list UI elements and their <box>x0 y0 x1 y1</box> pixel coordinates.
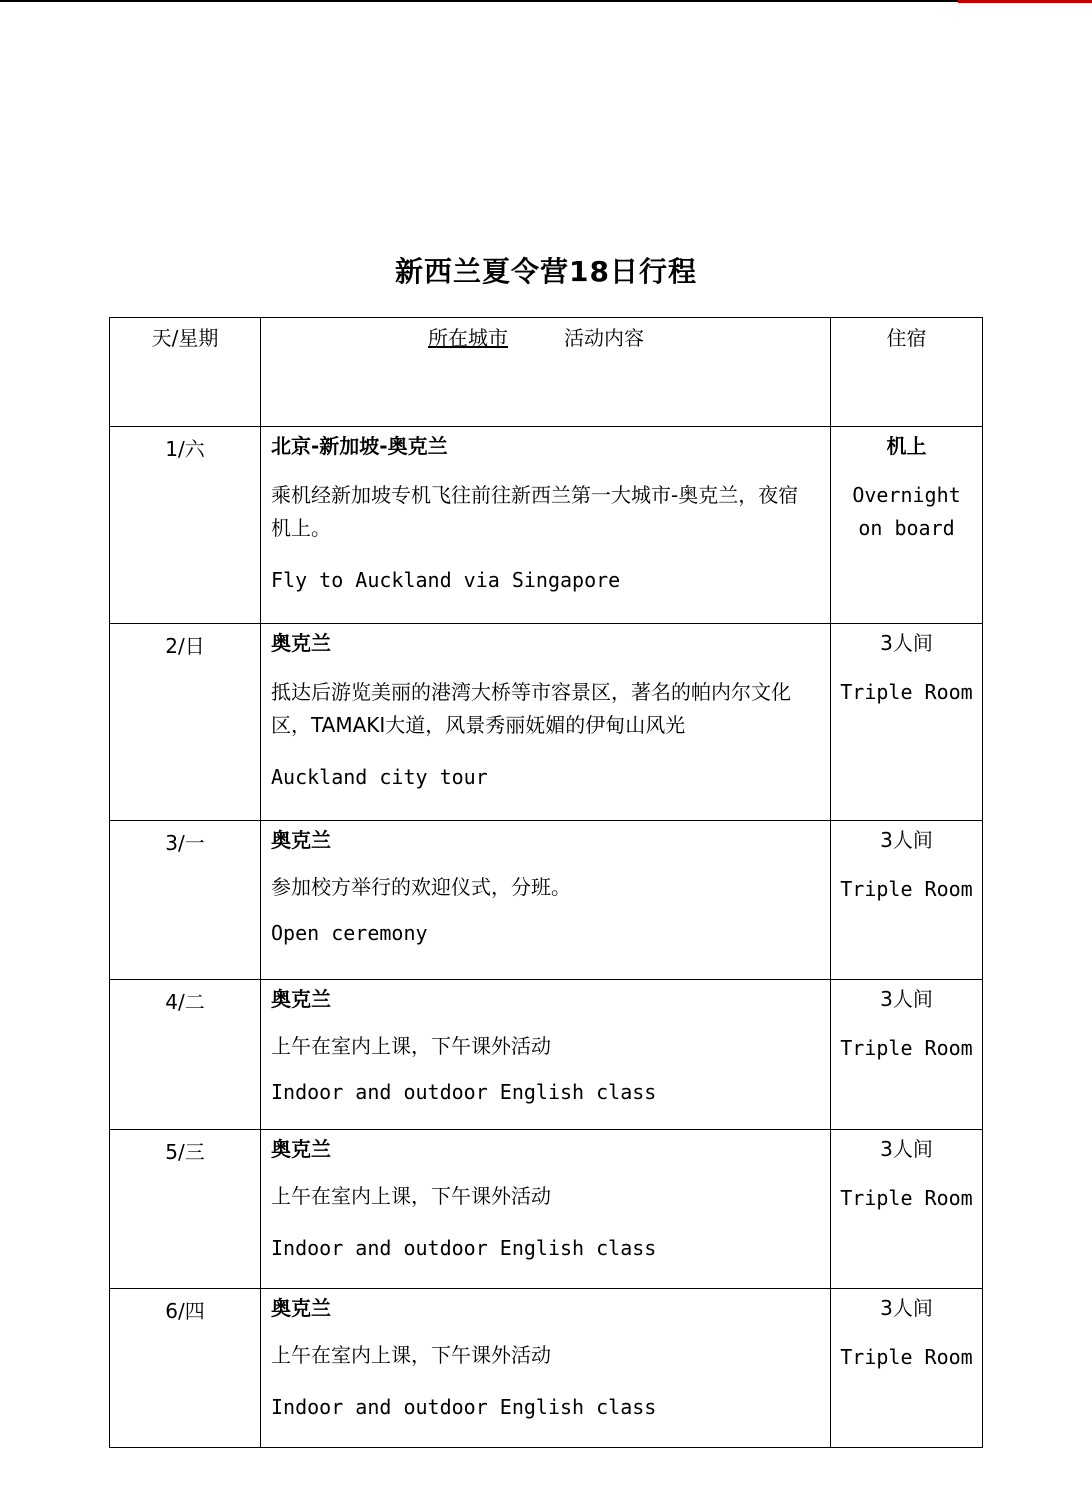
city-text: 北京-新加坡-奥克兰 <box>271 434 448 458</box>
header-day <box>110 318 261 427</box>
header-lodging-label: 住宿 <box>886 326 927 350</box>
city-text: 奥克兰 <box>271 631 331 655</box>
header-day-label: 天/星期 <box>151 326 219 350</box>
activity-cn-text: 抵达后游览美丽的港湾大桥等市容景区，著名的帕内尔文化区，TAMAKI大道，风景秀丽妩媚的伊甸山风光 <box>271 680 791 737</box>
lodging-cn-text: 3人间 <box>880 987 933 1011</box>
itinerary-table <box>109 317 983 1448</box>
header-activity <box>261 318 831 427</box>
day-cell: 5/三 <box>110 1130 261 1289</box>
activity-cn-text: 上午在室内上课，下午课外活动 <box>271 1343 551 1367</box>
lodging-en-text: Triple Room <box>840 1186 973 1210</box>
lodging-en-text: Triple Room <box>840 1345 973 1369</box>
table-row <box>110 1289 983 1448</box>
activity-cell <box>261 1130 831 1289</box>
lodging-cell <box>831 1130 983 1289</box>
lodging-en-text: Overnight on board <box>852 483 961 540</box>
lodging-cell <box>831 427 983 624</box>
day-cell: 4/二 <box>110 980 261 1130</box>
header-city-label: 所在城市 <box>428 326 508 350</box>
header-activity-label: 活动内容 <box>564 326 644 350</box>
activity-en-text: Fly to Auckland via Singapore <box>271 568 621 592</box>
city-text: 奥克兰 <box>271 828 331 852</box>
city-text: 奥克兰 <box>271 1137 331 1161</box>
lodging-cell <box>831 821 983 980</box>
table-row <box>110 980 983 1130</box>
top-accent-bar <box>958 0 1092 3</box>
lodging-en-text: Triple Room <box>840 877 973 901</box>
lodging-cn-text: 机上 <box>886 434 927 458</box>
lodging-cn-text: 3人间 <box>880 1296 933 1320</box>
activity-cn-text: 上午在室内上课，下午课外活动 <box>271 1034 551 1058</box>
table-row <box>110 624 983 821</box>
header-lodging <box>831 318 983 427</box>
activity-en-text: Indoor and outdoor English class <box>271 1080 657 1104</box>
lodging-en-text: Triple Room <box>840 1036 973 1060</box>
activity-en-text: Indoor and outdoor English class <box>271 1236 657 1260</box>
activity-cell <box>261 624 831 821</box>
lodging-cn-text: 3人间 <box>880 1137 933 1161</box>
activity-cell <box>261 1289 831 1448</box>
table-row <box>110 427 983 624</box>
lodging-en-text: Triple Room <box>840 680 973 704</box>
top-rule <box>0 0 1092 2</box>
lodging-cell <box>831 980 983 1130</box>
city-text: 奥克兰 <box>271 987 331 1011</box>
day-cell: 2/日 <box>110 624 261 821</box>
day-cell: 1/六 <box>110 427 261 624</box>
activity-cn-text: 上午在室内上课，下午课外活动 <box>271 1184 551 1208</box>
activity-cell <box>261 427 831 624</box>
activity-en-text: Open ceremony <box>271 921 428 945</box>
table-row <box>110 821 983 980</box>
activity-cn-text: 乘机经新加坡专机飞往前往新西兰第一大城市-奥克兰，夜宿机上。 <box>271 483 799 540</box>
table-header-row <box>110 318 983 427</box>
day-cell: 3/一 <box>110 821 261 980</box>
page-title: 新西兰夏令营18日行程 <box>395 255 697 288</box>
activity-en-text: Indoor and outdoor English class <box>271 1395 657 1419</box>
lodging-cell <box>831 624 983 821</box>
activity-cell <box>261 821 831 980</box>
city-text: 奥克兰 <box>271 1296 331 1320</box>
table-row <box>110 1130 983 1289</box>
activity-cell <box>261 980 831 1130</box>
activity-cn-text: 参加校方举行的欢迎仪式，分班。 <box>271 875 571 899</box>
lodging-cn-text: 3人间 <box>880 828 933 852</box>
activity-en-text: Auckland city tour <box>271 765 488 789</box>
day-cell: 6/四 <box>110 1289 261 1448</box>
lodging-cn-text: 3人间 <box>880 631 933 655</box>
lodging-cell <box>831 1289 983 1448</box>
